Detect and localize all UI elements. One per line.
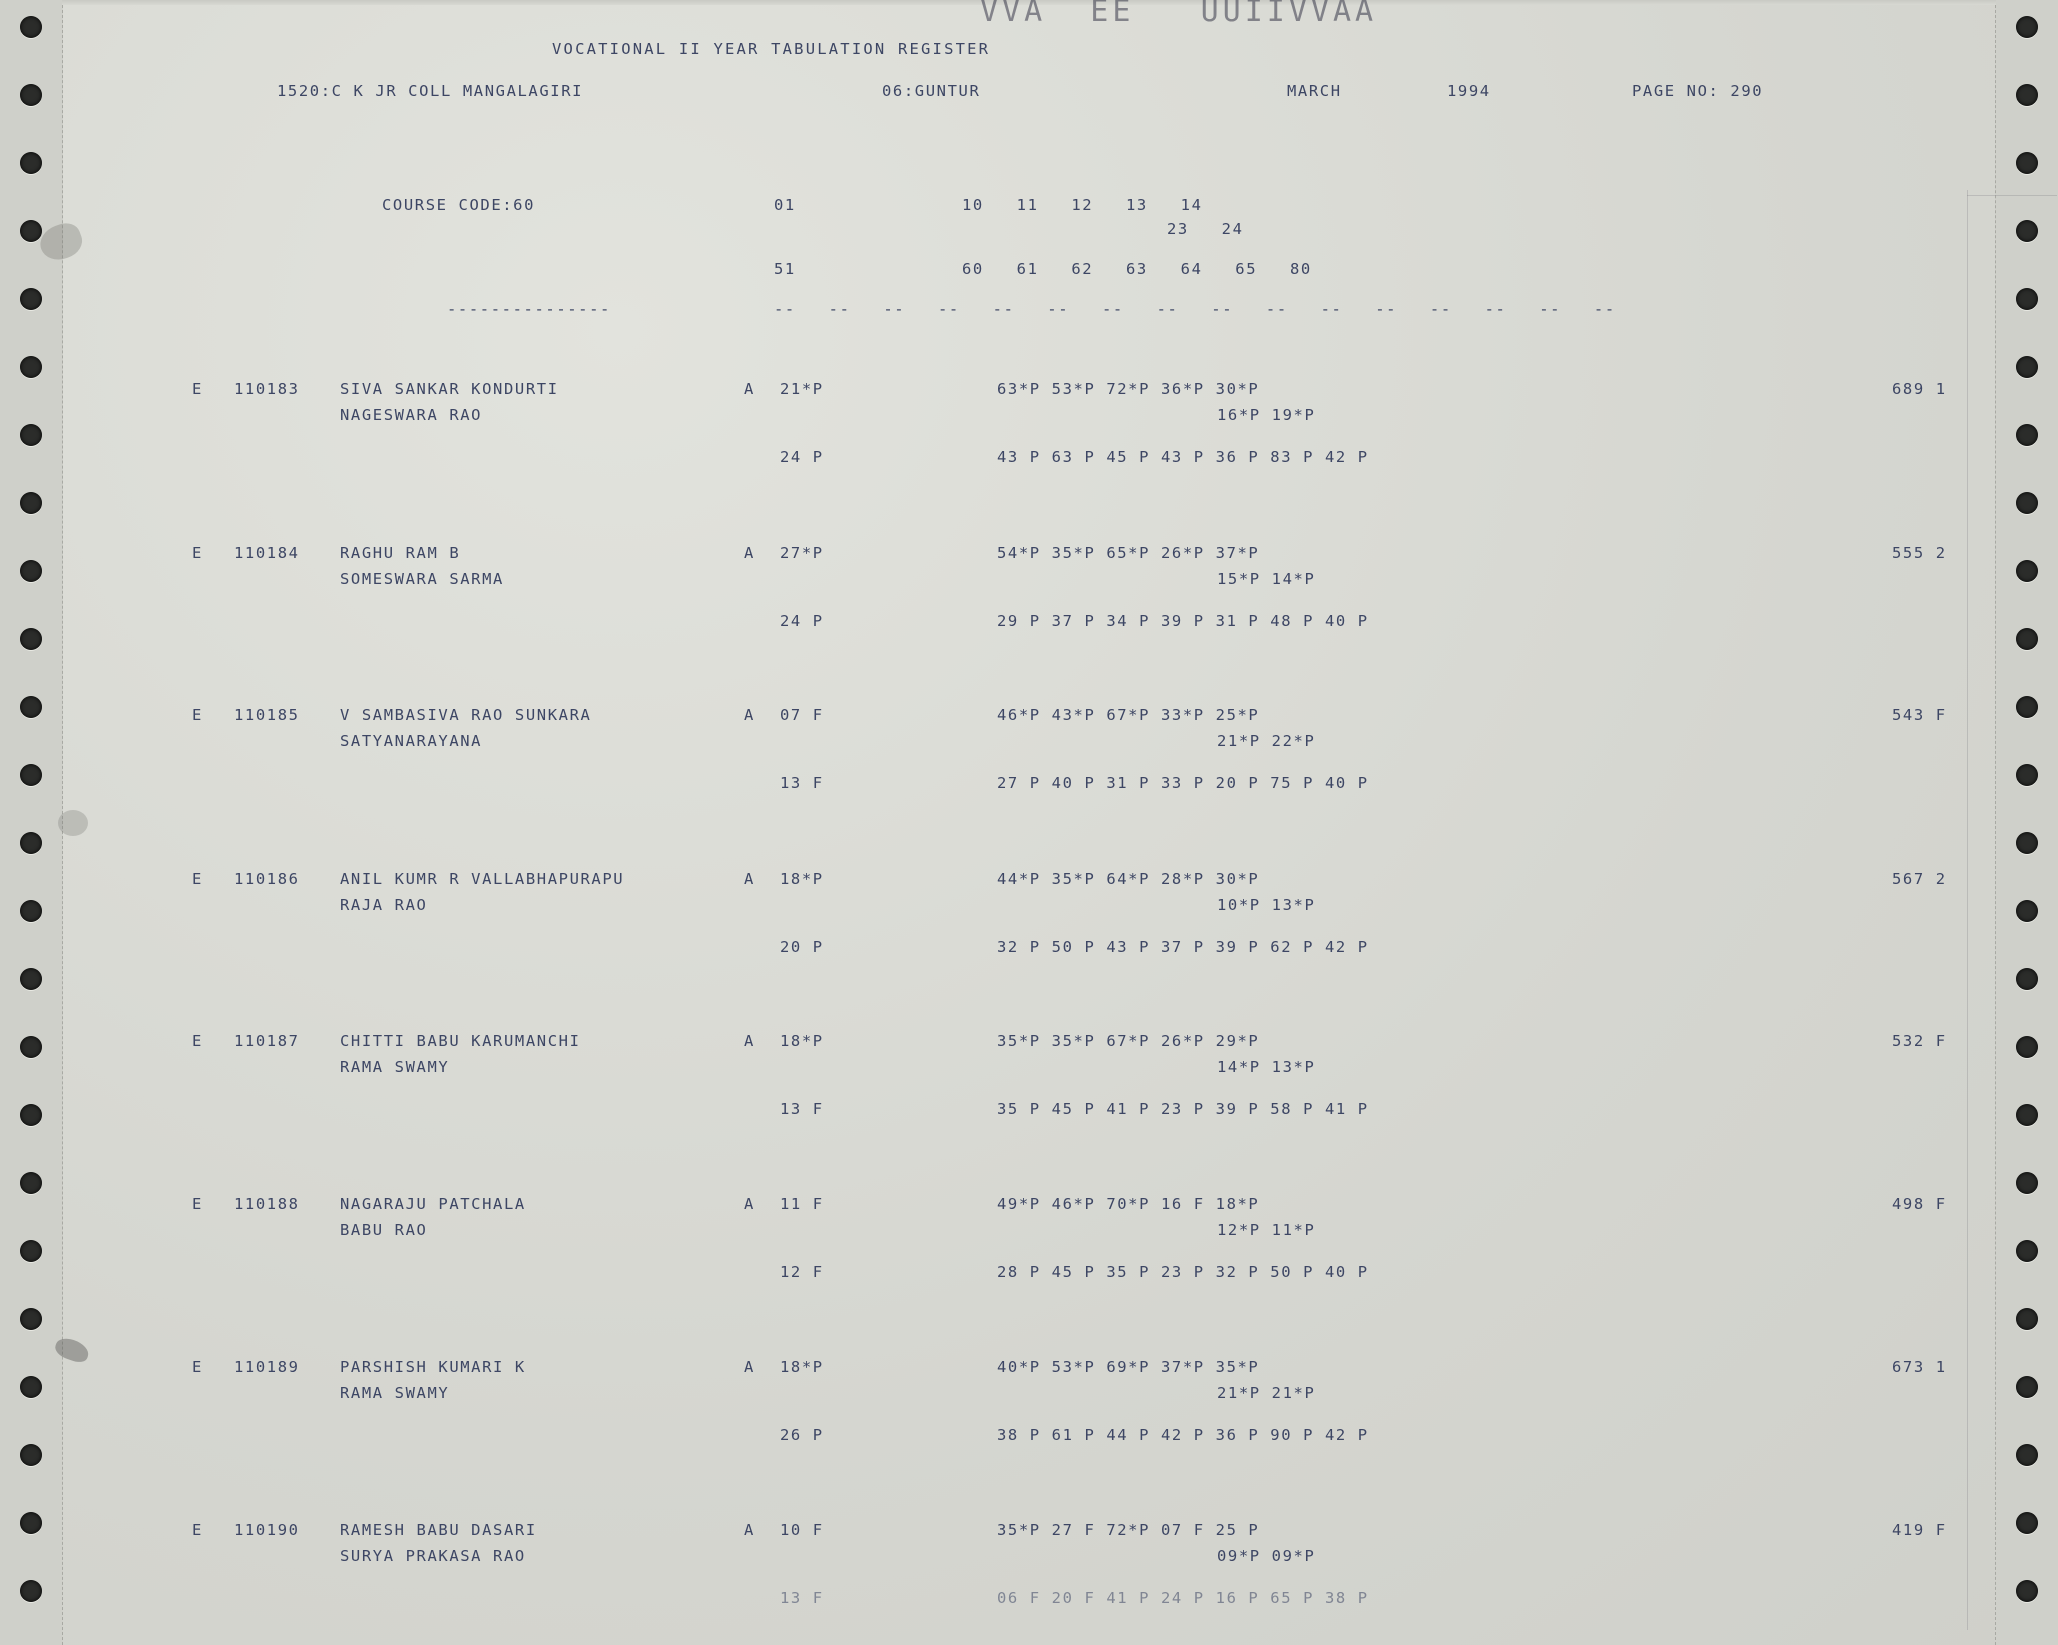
grade-col-1: 18*P <box>780 1358 824 1376</box>
marks-row-3: 27 P 40 P 31 P 33 P 20 P 75 P 40 P <box>997 774 1369 792</box>
feed-hole <box>20 968 42 990</box>
exam-type-flag: E <box>192 870 203 888</box>
exam-type-flag: E <box>192 1195 203 1213</box>
marks-row-2: 10*P 13*P <box>1217 896 1316 914</box>
feed-hole <box>20 560 42 582</box>
exam-type-flag: E <box>192 380 203 398</box>
feed-hole <box>2016 288 2038 310</box>
table-row <box>62 380 1996 530</box>
feed-hole <box>20 1376 42 1398</box>
rule-name-column: --------------- <box>447 300 611 318</box>
section-code: A <box>744 1521 755 1539</box>
feed-hole <box>20 696 42 718</box>
feed-hole <box>2016 1104 2038 1126</box>
exam-year: 1994 <box>1447 82 1491 100</box>
college-code-name: 1520:C K JR COLL MANGALAGIRI <box>277 82 584 100</box>
feed-hole <box>2016 16 2038 38</box>
feed-hole <box>2016 1444 2038 1466</box>
rule-mark-columns: -- -- -- -- -- -- -- -- -- -- -- -- -- -- -- -- <box>774 300 1616 318</box>
feed-hole <box>2016 1376 2038 1398</box>
roll-number: 110185 <box>234 706 300 724</box>
feed-hole <box>2016 696 2038 718</box>
grade-col-1: 11 F <box>780 1195 824 1213</box>
marks-row-3: 29 P 37 P 34 P 39 P 31 P 48 P 40 P <box>997 612 1369 630</box>
tractor-feed-right <box>1995 0 2058 1645</box>
marks-row-3: 28 P 45 P 35 P 23 P 32 P 50 P 40 P <box>997 1263 1369 1281</box>
grade-col-1: 10 F <box>780 1521 824 1539</box>
feed-hole <box>2016 832 2038 854</box>
feed-hole <box>20 152 42 174</box>
total-and-division: 543 F <box>1892 706 1947 724</box>
father-name: SOMESWARA SARMA <box>340 570 504 588</box>
feed-hole <box>2016 628 2038 650</box>
marks-row-3: 06 F 20 F 41 P 24 P 16 P 65 P 38 P <box>997 1589 1369 1607</box>
grade-col-2: 13 F <box>780 774 824 792</box>
total-and-division: 498 F <box>1892 1195 1947 1213</box>
feed-hole <box>2016 424 2038 446</box>
table-row <box>62 1521 1996 1645</box>
report-content <box>62 0 1996 1645</box>
exam-type-flag: E <box>192 706 203 724</box>
total-and-division: 689 1 <box>1892 380 1947 398</box>
bleed-through-text: VVA EE UUIIVVAA <box>980 0 1378 29</box>
roll-number: 110187 <box>234 1032 300 1050</box>
table-row <box>62 1032 1996 1182</box>
feed-hole <box>20 16 42 38</box>
exam-type-flag: E <box>192 1032 203 1050</box>
grade-col-2: 26 P <box>780 1426 824 1444</box>
paper-col-1: 51 <box>774 260 796 278</box>
feed-hole <box>2016 1580 2038 1602</box>
feed-hole <box>2016 968 2038 990</box>
feed-hole <box>20 1172 42 1194</box>
father-name: RAMA SWAMY <box>340 1058 450 1076</box>
feed-hole <box>20 1104 42 1126</box>
feed-hole <box>20 1580 42 1602</box>
feed-hole <box>2016 1036 2038 1058</box>
feed-hole <box>2016 220 2038 242</box>
marks-row-2: 09*P 09*P <box>1217 1547 1316 1565</box>
total-and-division: 567 2 <box>1892 870 1947 888</box>
roll-number: 110189 <box>234 1358 300 1376</box>
total-and-division: 555 2 <box>1892 544 1947 562</box>
student-name: RAMESH BABU DASARI <box>340 1521 537 1539</box>
feed-hole <box>2016 1172 2038 1194</box>
marks-row-2: 21*P 22*P <box>1217 732 1316 750</box>
feed-hole <box>20 832 42 854</box>
page-number: PAGE NO: 290 <box>1632 82 1764 100</box>
feed-hole <box>20 220 42 242</box>
father-name: SATYANARAYANA <box>340 732 483 750</box>
feed-hole <box>20 900 42 922</box>
section-code: A <box>744 380 755 398</box>
grade-col-2: 13 F <box>780 1589 824 1607</box>
feed-hole <box>2016 84 2038 106</box>
feed-hole <box>20 628 42 650</box>
student-name: RAGHU RAM B <box>340 544 461 562</box>
paper-header-row: 60 61 62 63 64 65 80 <box>962 260 1312 278</box>
marks-row-3: 43 P 63 P 45 P 43 P 36 P 83 P 42 P <box>997 448 1369 466</box>
father-name: BABU RAO <box>340 1221 428 1239</box>
grade-col-2: 12 F <box>780 1263 824 1281</box>
feed-hole <box>20 1240 42 1262</box>
grade-col-1: 21*P <box>780 380 824 398</box>
table-row <box>62 544 1996 694</box>
column-divider-tick <box>1967 195 2057 196</box>
table-row <box>62 870 1996 1020</box>
grade-col-2: 20 P <box>780 938 824 956</box>
roll-number: 110188 <box>234 1195 300 1213</box>
marks-row-2: 12*P 11*P <box>1217 1221 1316 1239</box>
marks-row-2: 21*P 21*P <box>1217 1384 1316 1402</box>
student-name: NAGARAJU PATCHALA <box>340 1195 526 1213</box>
feed-hole <box>20 492 42 514</box>
feed-hole <box>20 764 42 786</box>
subject-header-row-2: 23 24 <box>1167 220 1244 238</box>
father-name: NAGESWARA RAO <box>340 406 483 424</box>
grade-col-2: 13 F <box>780 1100 824 1118</box>
grade-col-2: 24 P <box>780 612 824 630</box>
course-code-label: COURSE CODE:60 <box>382 196 536 214</box>
father-name: RAJA RAO <box>340 896 428 914</box>
student-name: CHITTI BABU KARUMANCHI <box>340 1032 581 1050</box>
marks-row-1: 35*P 27 F 72*P 07 F 25 P <box>997 1521 1260 1539</box>
feed-hole <box>2016 152 2038 174</box>
father-name: SURYA PRAKASA RAO <box>340 1547 526 1565</box>
feed-hole <box>20 1512 42 1534</box>
report-title: VOCATIONAL II YEAR TABULATION REGISTER <box>552 40 991 58</box>
feed-hole <box>20 84 42 106</box>
marks-row-1: 35*P 35*P 67*P 26*P 29*P <box>997 1032 1260 1050</box>
feed-hole <box>2016 1240 2038 1262</box>
marks-row-3: 38 P 61 P 44 P 42 P 36 P 90 P 42 P <box>997 1426 1369 1444</box>
marks-row-1: 63*P 53*P 72*P 36*P 30*P <box>997 380 1260 398</box>
section-code: A <box>744 1358 755 1376</box>
exam-type-flag: E <box>192 1521 203 1539</box>
marks-row-2: 16*P 19*P <box>1217 406 1316 424</box>
roll-number: 110184 <box>234 544 300 562</box>
grade-col-1: 07 F <box>780 706 824 724</box>
feed-hole <box>20 1036 42 1058</box>
grade-col-1: 27*P <box>780 544 824 562</box>
grade-col-2: 24 P <box>780 448 824 466</box>
table-row <box>62 1358 1996 1508</box>
feed-hole <box>2016 492 2038 514</box>
roll-number: 110190 <box>234 1521 300 1539</box>
total-and-division: 419 F <box>1892 1521 1947 1539</box>
roll-number: 110186 <box>234 870 300 888</box>
section-code: A <box>744 706 755 724</box>
exam-type-flag: E <box>192 1358 203 1376</box>
marks-row-3: 35 P 45 P 41 P 23 P 39 P 58 P 41 P <box>997 1100 1369 1118</box>
exam-type-flag: E <box>192 544 203 562</box>
section-code: A <box>744 1195 755 1213</box>
marks-row-2: 14*P 13*P <box>1217 1058 1316 1076</box>
subject-col-1: 01 <box>774 196 796 214</box>
student-name: SIVA SANKAR KONDURTI <box>340 380 559 398</box>
total-and-division: 673 1 <box>1892 1358 1947 1376</box>
feed-hole <box>2016 560 2038 582</box>
section-code: A <box>744 870 755 888</box>
marks-row-1: 54*P 35*P 65*P 26*P 37*P <box>997 544 1260 562</box>
student-name: ANIL KUMR R VALLABHAPURAPU <box>340 870 625 888</box>
table-row <box>62 1195 1996 1345</box>
grade-col-1: 18*P <box>780 870 824 888</box>
district-code-name: 06:GUNTUR <box>882 82 981 100</box>
father-name: RAMA SWAMY <box>340 1384 450 1402</box>
section-code: A <box>744 1032 755 1050</box>
feed-hole <box>20 1444 42 1466</box>
feed-hole <box>2016 900 2038 922</box>
feed-hole <box>2016 1308 2038 1330</box>
total-and-division: 532 F <box>1892 1032 1947 1050</box>
feed-hole <box>20 356 42 378</box>
student-name: PARSHISH KUMARI K <box>340 1358 526 1376</box>
marks-row-1: 49*P 46*P 70*P 16 F 18*P <box>997 1195 1260 1213</box>
exam-month: MARCH <box>1287 82 1342 100</box>
table-row <box>62 706 1996 856</box>
subject-header-row-1: 10 11 12 13 14 <box>962 196 1203 214</box>
feed-hole <box>2016 1512 2038 1534</box>
feed-hole <box>20 288 42 310</box>
feed-hole <box>2016 356 2038 378</box>
marks-row-2: 15*P 14*P <box>1217 570 1316 588</box>
grade-col-1: 18*P <box>780 1032 824 1050</box>
roll-number: 110183 <box>234 380 300 398</box>
feed-hole <box>20 1308 42 1330</box>
marks-row-1: 46*P 43*P 67*P 33*P 25*P <box>997 706 1260 724</box>
marks-row-3: 32 P 50 P 43 P 37 P 39 P 62 P 42 P <box>997 938 1369 956</box>
feed-hole <box>20 424 42 446</box>
feed-hole <box>2016 764 2038 786</box>
marks-row-1: 44*P 35*P 64*P 28*P 30*P <box>997 870 1260 888</box>
marks-row-1: 40*P 53*P 69*P 37*P 35*P <box>997 1358 1260 1376</box>
section-code: A <box>744 544 755 562</box>
student-name: V SAMBASIVA RAO SUNKARA <box>340 706 592 724</box>
